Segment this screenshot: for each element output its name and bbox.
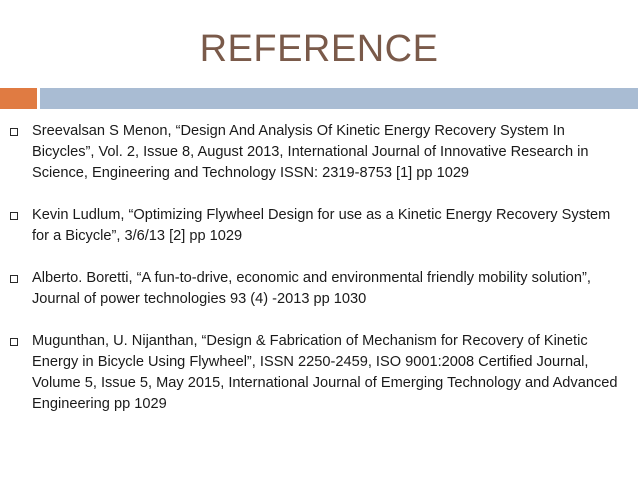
reference-text: Kevin Ludlum, “Optimizing Flywheel Design for use as a Kinetic Energy Recovery System for a Bicycle”, 3/6/13 [2] pp 1029 xyxy=(32,207,611,244)
reference-item xyxy=(0,205,638,247)
reference-item xyxy=(0,268,638,310)
square-bullet-icon xyxy=(10,128,18,136)
reference-item xyxy=(0,331,638,415)
reference-item xyxy=(0,121,638,184)
reference-text: Sreevalsan S Menon, “Design And Analysis Of Kinetic Energy Recovery System In Bicycles”, Vol. 2, Issue 8, August 2013, International Journal of Innovative Research in Science, Engineering and Technology ISSN: 2319-8753 [1] pp 1029 xyxy=(32,123,589,181)
reference-list xyxy=(0,121,638,415)
reference-text: Mugunthan, U. Nijanthan, “Design & Fabrication of Mechanism for Recovery of Kinetic Energy in Bicycle Using Flywheel”, ISSN 2250-2459, ISO 9001:2008 Certified Journal, Volume 5, Issue 5, May 2015, International Journal of Emerging Technology and Advanced Engineering pp 1029 xyxy=(32,333,618,412)
square-bullet-icon xyxy=(10,212,18,220)
square-bullet-icon xyxy=(10,275,18,283)
slide-title: REFERENCE xyxy=(199,28,439,70)
title-divider xyxy=(0,88,638,109)
divider-accent-block xyxy=(0,88,37,109)
divider-band xyxy=(40,88,638,109)
reference-text: Alberto. Boretti, “A fun-to-drive, economic and environmental friendly mobility solution”, Journal of power technologies 93 (4) -2013 pp 1030 xyxy=(32,270,591,307)
square-bullet-icon xyxy=(10,338,18,346)
